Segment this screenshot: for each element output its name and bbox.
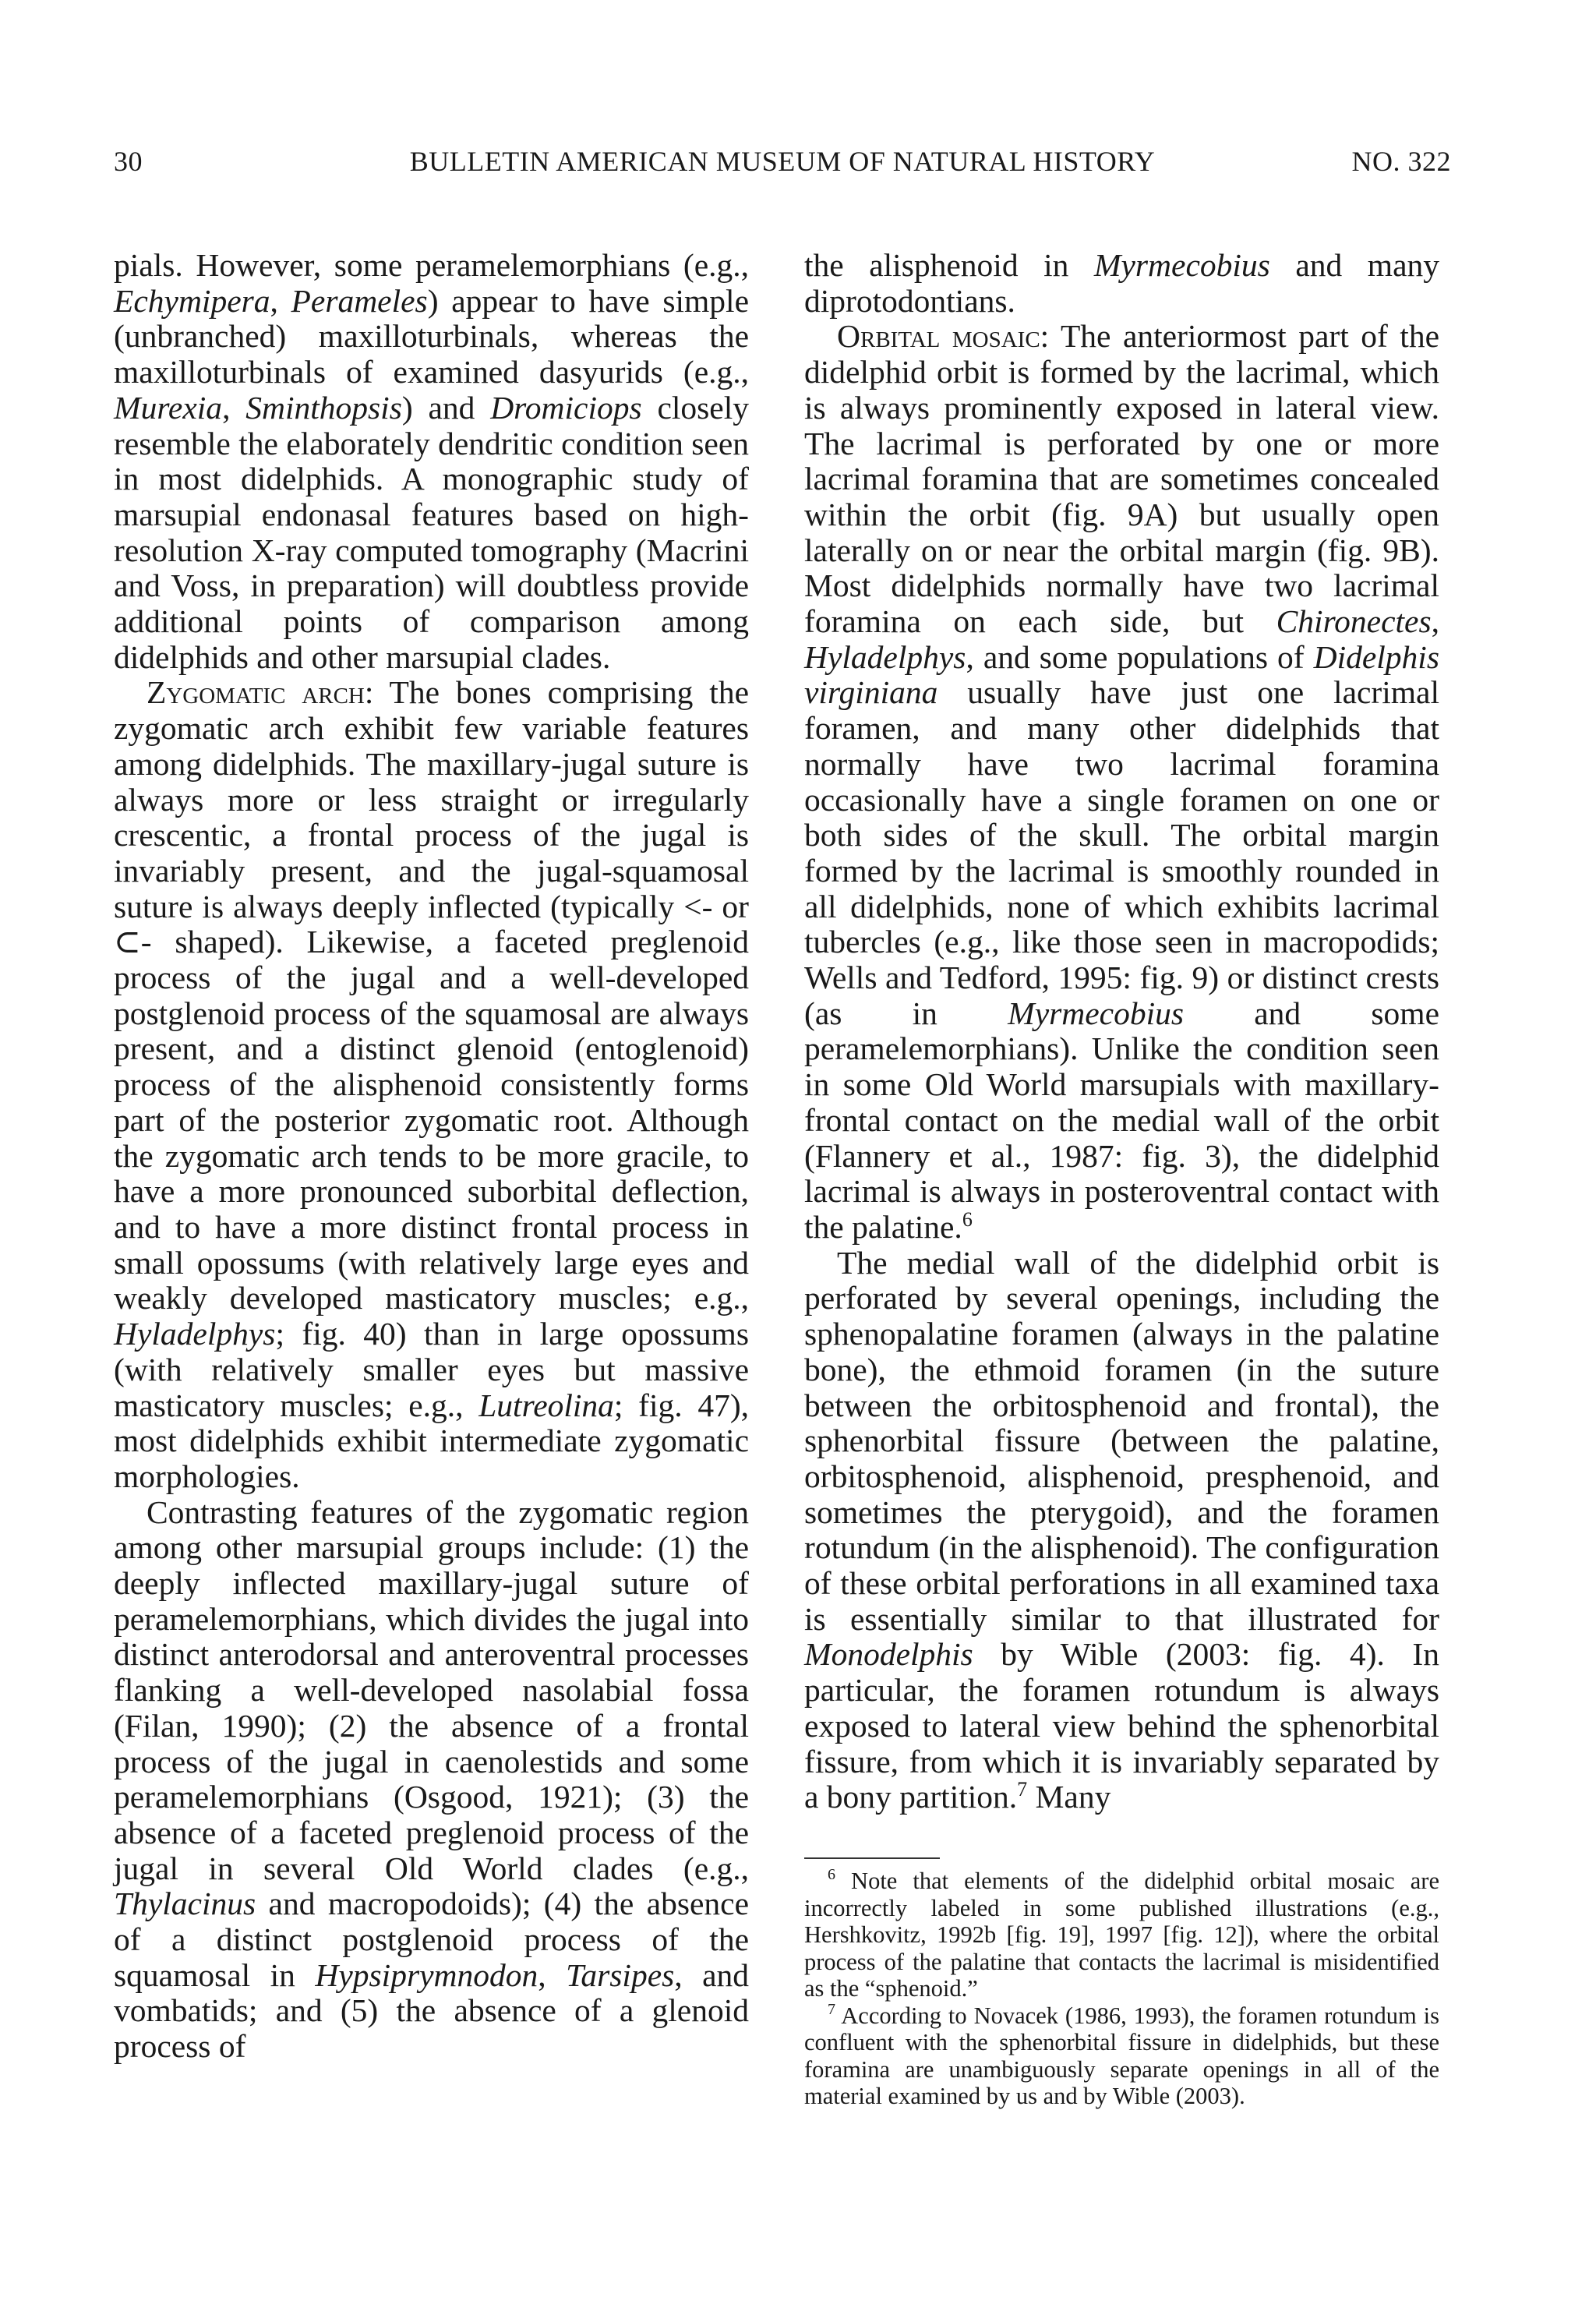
issue-number: NO. 322 — [1351, 146, 1451, 177]
left-column — [114, 248, 749, 2065]
footnote-ref-7: 7 — [1017, 1778, 1028, 1801]
running-head — [114, 145, 1451, 184]
paragraph-orbital-mosaic: Orbital mosaic: The anteriormost part of the didelphid orbit is formed by the lacrimal, which is always prominently exposed in lateral view. The lacrimal is perforated by one or more lacrimal foramina that are sometimes concealed within the orbit (fig. 9A) but usually open laterally on or near the orbital margin (fig. 9B). Most didelphids normally have two lacrimal foramina on each side, but Chironectes, Hyladelphys, and some populations of Didelphis virginiana usually have just one lacrimal foramen, and many other didelphids that normally have two lacrimal foramina occasionally have a single foramen on one or both sides of the skull. The orbital margin formed by the lacrimal is smoothly rounded in all didelphids, none of which exhibits lacrimal tubercles (e.g., like those seen in macropodids; Wells and Tedford, 1995: fig. 9) or distinct crests (as in Myrmecobius and some peramelemorphians). Unlike the condition seen in some Old World marsupials with maxillary-frontal contact on the medial wall of the orbit (Flannery et al., 1987: fig. 3), the didelphid lacrimal is always in posteroventral contact with the palatine.$^6$ — [804, 318, 1439, 1245]
right-column — [804, 248, 1439, 1815]
footnote-rule — [804, 1857, 940, 1859]
footnote-mark-7: 7 — [828, 2000, 835, 2018]
footnote-ref-6: 6 — [962, 1207, 973, 1231]
paragraph-zygomatic-arch: Zygomatic arch: The bones comprising the zygomatic arch exhibit few variable features among didelphids. The maxillary-jugal suture is always more or less straight or irregularly crescentic, a frontal process of the jugal is invariably present, and the jugal-squamosal suture is always deeply inflected (typically <- or ⊂- shaped). Likewise, a faceted preglenoid process of the jugal and a well-developed postglenoid process of the squamosal are always present, and a distinct glenoid (entoglenoid) process of the alisphenoid consistently forms part of the posterior zygomatic root. Although the zygomatic arch tends to be more gracile, to have a more pronounced suborbital deflection, and to have a more distinct frontal process in small opossums (with relatively large eyes and weakly developed masticatory muscles; e.g., Hyladelphys; fig. 40) than in large opossums (with relatively smaller eyes but massive masticatory muscles; e.g., Lutreolina; fig. 47), most didelphids exhibit intermediate zygomatic morphologies. — [114, 674, 750, 1494]
footnotes — [804, 1868, 1439, 2110]
page-number: 30 — [114, 146, 143, 177]
section-heading-orbital-mosaic: Orbital mosaic — [837, 318, 1040, 355]
paragraph-endonasal-continued: pials. However, some peramelemorphians (e.g., Echymipera, Perameles) appear to have simple (unbranched) maxilloturbinals, whereas the maxilloturbinals of examined dasyurids (e.g., Murexia, Sminthopsis) and Dromiciops closely resemble the elaborately dendritic condition seen in most didelphids. A monographic study of marsupial endonasal features based on high-resolution X-ray computed tomography (Macrini and Voss, in preparation) will doubtless provide additional points of comparison among didelphids and other marsupial clades. — [114, 247, 749, 675]
footnote-6: $^6$ Note that elements of the didelphid orbital mosaic are incorrectly labeled in some published illustrations (e.g., Hershkovitz, 1992b [fig. 19], 1997 [fig. 12]), where the orbital process of the palatine that contacts the lacrimal is misidentified as the “sphenoid.” — [804, 1866, 1439, 2002]
section-heading-zygomatic-arch: Zygomatic arch — [147, 674, 365, 711]
footnote-7: $^7$ According to Novacek (1986, 1993), the foramen rotundum is confluent with the sphenorbital fissure in didelphids, but these foramina are unambiguously separate openings in all of the material examined by us and by Wible (2003). — [804, 2000, 1439, 2109]
paragraph-zygomatic-contrasts: Contrasting features of the zygomatic region among other marsupial groups include: (1) the deeply inflected maxillary-jugal suture of peramelemorphians, which divides the jugal into distinct anterodorsal and anteroventral processes flanking a well-developed nasolabial fossa (Filan, 1990); (2) the absence of a frontal process of the jugal in caenolestids and some peramelemorphians (Osgood, 1921); (3) the absence of a faceted preglenoid process of the jugal in several Old World clades (e.g., Thylacinus and macropodoids); (4) the absence of a distinct postglenoid process of the squamosal in Hypsiprymnodon, Tarsipes, and vombatids; and (5) the absence of a glenoid process of — [114, 1493, 750, 2065]
paragraph-medial-wall: The medial wall of the didelphid orbit is perforated by several openings, including the sphenopalatine foramen (always in the palatine bone), the ethmoid foramen (in the suture between the orbitosphenoid and frontal), the sphenorbital fissure (between the palatine, orbitosphenoid, alisphenoid, presphenoid, and sometimes the pterygoid), and the foramen rotundum (in the alisphenoid). The configuration of these orbital perforations in all examined taxa is essentially similar to that illustrated for Monodelphis by Wible (2003: fig. 4). In particular, the foramen rotundum is always exposed to lateral view behind the sphenorbital fissure, from which it is invariably separated by a bony partition.$^7$ Many — [804, 1244, 1439, 1815]
journal-title: BULLETIN AMERICAN MUSEUM OF NATURAL HISTORY — [409, 146, 1156, 177]
paragraph-zygomatic-end: the alisphenoid in Myrmecobius and many diprotodontians. — [804, 247, 1440, 319]
footnote-mark-6: 6 — [828, 1866, 835, 1883]
